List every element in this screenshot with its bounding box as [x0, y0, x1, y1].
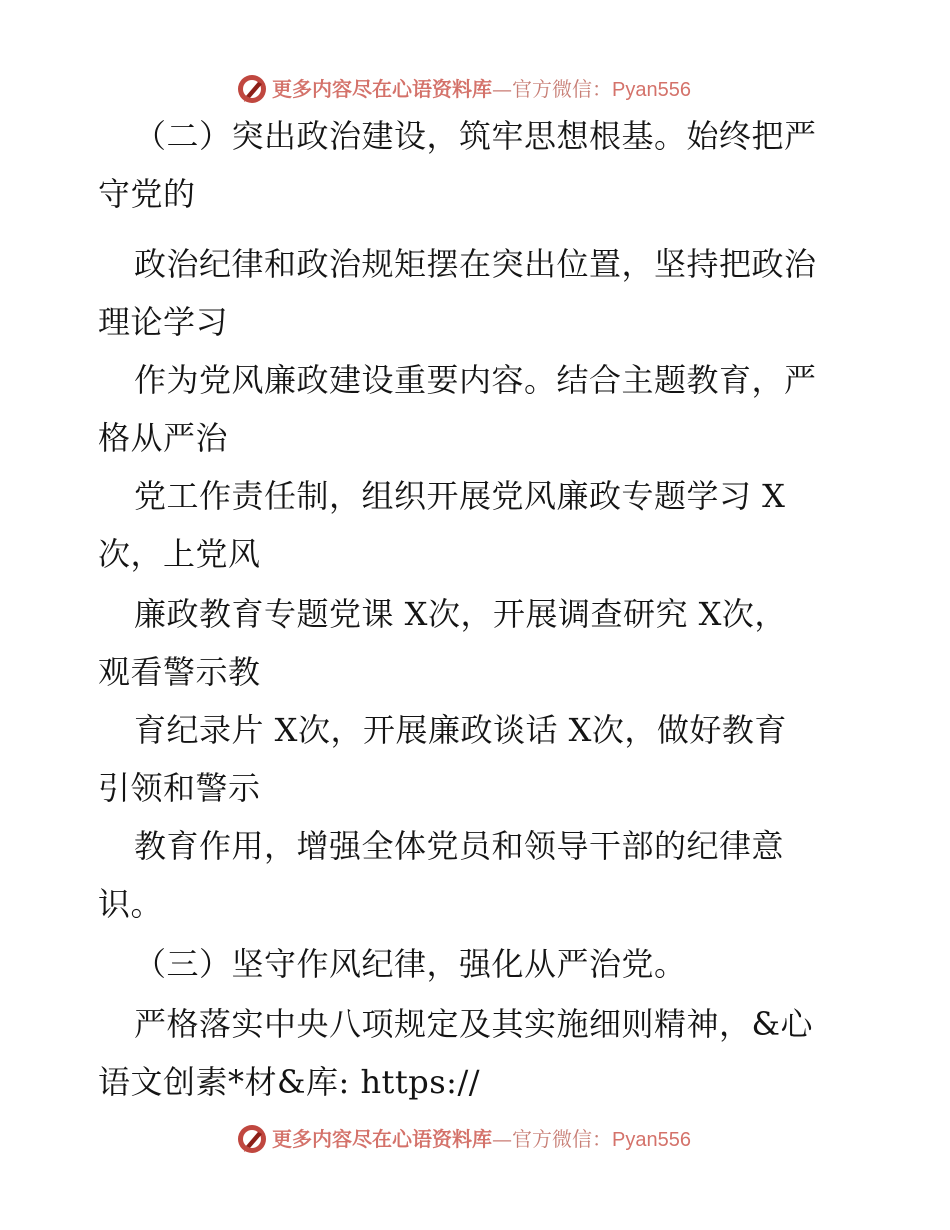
- body-line: 政治纪律和政治规矩摆在突出位置，坚持把政治: [134, 245, 817, 283]
- body-line: 严格落实中央八项规定及其实施细则精神，&心: [134, 1005, 813, 1043]
- watermark-id: Pyan556: [612, 79, 691, 101]
- body-line: 守党的: [98, 175, 196, 213]
- body-line: 次，上党风: [98, 535, 261, 573]
- watermark-site: 更多内容尽在心语资料库: [272, 1127, 492, 1151]
- body-line: （三）坚守作风纪律，强化从严治党。: [134, 945, 687, 983]
- body-line: 识。: [98, 885, 164, 923]
- body-line: 廉政教育专题党课 X次，开展调查研究 X次，: [134, 595, 787, 633]
- body-line: 观看警示教: [98, 653, 261, 691]
- watermark-site: 更多内容尽在心语资料库: [272, 77, 492, 101]
- body-line: 格从严治: [98, 419, 229, 457]
- watermark-label: 官方微信：: [512, 77, 612, 101]
- footer-watermark: [0, 1120, 950, 1160]
- body-line: 理论学习: [98, 303, 229, 341]
- watermark-text: [272, 1127, 691, 1152]
- pen-logo-icon: [236, 1122, 270, 1156]
- watermark-id: Pyan556: [612, 1129, 691, 1151]
- watermark-label: 官方微信：: [512, 1127, 612, 1151]
- body-line: 作为党风廉政建设重要内容。结合主题教育，严: [134, 361, 817, 399]
- body-line: 教育作用，增强全体党员和领导干部的纪律意: [134, 827, 785, 865]
- body-line: 引领和警示: [98, 769, 261, 807]
- body-line: 语文创素*材&库: https://: [98, 1063, 481, 1101]
- watermark-dash: —: [492, 1127, 512, 1151]
- body-line: （二）突出政治建设，筑牢思想根基。始终把严: [134, 117, 817, 155]
- body-line: 党工作责任制，组织开展党风廉政专题学习 X: [134, 477, 786, 515]
- watermark-dash: —: [492, 77, 512, 101]
- body-line: 育纪录片 X次，开展廉政谈话 X次，做好教育: [134, 711, 787, 749]
